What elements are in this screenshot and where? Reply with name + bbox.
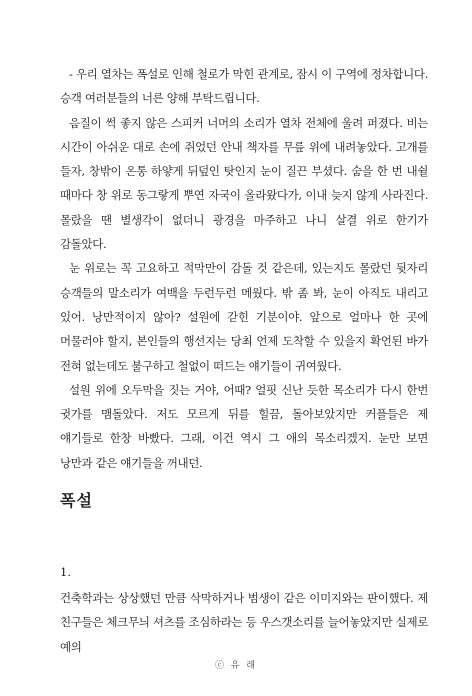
paragraph-speaker: 음질이 썩 좋지 않은 스피커 너머의 소리가 열차 전체에 울려 퍼졌다. 비는 시간이 아쉬운 대로 손에 쥐었던 안내 책자를 무릎 위에 내려놓았다. 고개를 들자, 창밖이 온통 하얗게 뒤덮인 탓인지 눈이 질끈 부셨다. 숨을 한 번 내쉴 때마다 창 위로 동그랗게 뿌연 자국이 올라왔다가, 이내 늦지 않게 사라진다. 몰랐을 땐 별생각이 없더니 광경을 마주하고 나니 살결 위로 한기가 감돌았다. [60,115,428,252]
section-number: 1. [60,565,71,579]
chapter-title: 폭설 [60,491,93,510]
paragraph-cabin: 설원 위에 오두막을 짓는 거야, 어때? 얼핏 신난 듯한 목소리가 다시 한번 귓가를 맴돌았다. 저도 모르게 뒤를 힐끔, 돌아보았지만 커플들은 제 얘기들로 한창 바빴다. 그래, 이건 역시 그 애의 목소리겠지. 눈만 보면 낭만과 같은 얘기들을 꺼내던. [60,382,428,470]
paragraph-announcement: - 우리 열차는 폭설로 인해 철로가 막힌 관계로, 잠시 이 구역에 정차합니다. 승객 여러분들의 너른 양해 부탁드립니다. [60,67,428,106]
paragraph-passengers: 눈 위로는 꼭 고요하고 적막만이 감돌 것 같은데, 있는지도 몰랐던 뒷자리 승객들의 말소리가 여백을 두런두런 메웠다. 밖 좀 봐, 눈이 아직도 내리고 있어. 낭만적이지 않아? 설원에 갇힌 기분이야. 앞으로 얼마나 한 곳에 머물러야 할지, 본인들의 행선지는 당최 언제 도착할 수 있을지 확언된 바가 전혀 없는데도 불구하고 철없이 떠드는 얘기들이 귀여웠다. [60,261,428,373]
chapter-paragraph: 건축학과는 상상했던 만큼 삭막하거나 범생이 같은 이미지와는 판이했다. 제 친구들은 체크무늬 셔츠를 조심하라는 등 우스갯소리를 늘어놓았지만 실제로 예의 [60,591,428,654]
page-footer: ⓒ 유 래 [214,661,258,671]
body-text [60,62,428,475]
chapter-body [60,586,428,659]
